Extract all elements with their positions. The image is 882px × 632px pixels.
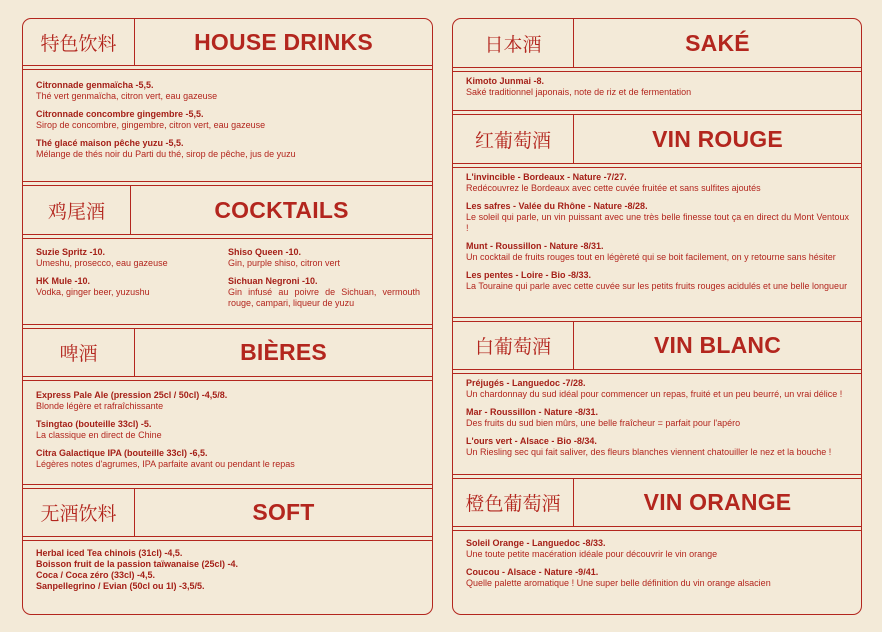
section-header <box>23 186 432 234</box>
item-name: Coucou - Alsace - Nature -9/41. <box>466 567 599 577</box>
menu-item <box>466 538 849 560</box>
item-description: Mélange de thés noir du Parti du thé, sirop de pêche, jus de yuzu <box>36 149 296 159</box>
section-cocktails <box>23 186 432 329</box>
item-name: Préjugés - Languedoc -7/28. <box>466 378 586 388</box>
menu-item <box>36 138 420 160</box>
item-description: Gin, purple shiso, citron vert <box>228 258 341 268</box>
item-name: HK Mule -10. <box>36 276 91 286</box>
section-body <box>453 72 861 110</box>
item-description: Sirop de concombre, gingembre, citron vert, eau gazeuse <box>36 120 266 130</box>
item-description: La classique en direct de Chine <box>36 430 162 440</box>
section-chinese-title: 橙色葡萄酒 <box>453 479 574 526</box>
item-name: Les pentes - Loire - Bio -8/33. <box>466 270 592 280</box>
menu-item <box>228 276 420 309</box>
menu-item <box>36 247 228 269</box>
section-soft <box>23 489 432 592</box>
item-description: Umeshu, prosecco, eau gazeuse <box>36 258 168 268</box>
section-orange-wine <box>453 479 861 589</box>
menu-item <box>466 407 849 429</box>
item-name: Shiso Queen -10. <box>228 247 302 257</box>
menu-item <box>36 570 420 581</box>
section-chinese-title: 特色饮料 <box>23 19 135 65</box>
section-header <box>453 322 861 369</box>
section-body <box>453 168 861 317</box>
item-name: Citronnade concombre gingembre -5,5. <box>36 109 204 119</box>
menu-item <box>466 172 849 194</box>
item-description: Légères notes d'agrumes, IPA parfaite avant ou pendant le repas <box>36 459 295 469</box>
section-chinese-title: 无酒饮料 <box>23 489 135 536</box>
menu-item <box>36 390 420 412</box>
section-body <box>23 70 432 181</box>
menu-item <box>466 201 849 234</box>
section-title: VIN ORANGE <box>643 489 792 515</box>
item-description: Saké traditionnel japonais, note de riz et de fermentation <box>466 87 692 97</box>
section-body <box>453 531 861 589</box>
section-header <box>453 115 861 163</box>
menu-item <box>466 378 849 400</box>
item-description: Un Riesling sec qui fait saliver, des fleurs blanches viennent chatouiller le nez et la bouche ! <box>466 447 832 457</box>
section-red-wine <box>453 115 861 322</box>
cocktails-column-right <box>228 247 420 324</box>
item-description: Des fruits du sud bien mûrs, une belle fraîcheur = parfait pour l'apéro <box>466 418 741 428</box>
menu-item <box>36 419 420 441</box>
menu-item <box>466 436 849 458</box>
item-name: Sanpellegrino / Evian (50cl ou 1l) -3,5/5. <box>36 581 205 591</box>
item-description: Vodka, ginger beer, yuzushu <box>36 287 150 297</box>
menu-item <box>466 567 849 589</box>
section-body <box>453 374 861 474</box>
section-title: COCKTAILS <box>214 196 349 223</box>
cocktails-column-left <box>36 247 228 324</box>
item-description: Une toute petite macération idéale pour découvrir le vin orange <box>466 549 718 559</box>
item-name: Citronnade genmaïcha -5,5. <box>36 80 154 90</box>
section-beers <box>23 329 432 489</box>
section-white-wine <box>453 322 861 479</box>
item-name: Suzie Spritz -10. <box>36 247 106 257</box>
item-name: L'ours vert - Alsace - Bio -8/34. <box>466 436 597 446</box>
item-description: Un cocktail de fruits rouges tout en légèreté qui se boit facilement, on y retourne sans hésiter <box>466 252 836 262</box>
item-name: Kimoto Junmai -8. <box>466 76 545 86</box>
menu-item <box>36 581 420 592</box>
menu-item <box>36 548 420 559</box>
section-title: BIÈRES <box>240 339 327 365</box>
section-title: VIN BLANC <box>653 332 782 358</box>
item-name: Soleil Orange - Languedoc -8/33. <box>466 538 606 548</box>
section-body <box>23 239 432 324</box>
item-name: L'invincible - Bordeaux - Nature -7/27. <box>466 172 627 182</box>
item-description: La Touraine qui parle avec cette cuvée sur les petits fruits rouges acidulés et une belle longueur <box>466 281 848 291</box>
left-menu-panel <box>22 18 433 615</box>
item-name: Coca / Coca zéro (33cl) -4,5. <box>36 570 156 580</box>
section-chinese-title: 啤酒 <box>23 329 135 376</box>
section-chinese-title: 日本酒 <box>453 19 574 67</box>
item-description: Un chardonnay du sud idéal pour commencer un repas, fruité et un peu beurré, un vrai délice ! <box>466 389 843 399</box>
section-header <box>453 19 861 67</box>
item-description: Blonde légère et rafraîchissante <box>36 401 164 411</box>
item-name: Tsingtao (bouteille 33cl) -5. <box>36 419 152 429</box>
section-header <box>23 19 432 65</box>
section-title: SOFT <box>252 499 315 525</box>
right-menu-panel <box>452 18 862 615</box>
item-description: Redécouvrez le Bordeaux avec cette cuvée fruitée et sans sulfites ajoutés <box>466 183 761 193</box>
item-name: Les safres - Valée du Rhône - Nature -8/28. <box>466 201 648 211</box>
section-body <box>23 381 432 484</box>
item-name: Sichuan Negroni -10. <box>228 276 318 286</box>
item-name: Thé glacé maison pêche yuzu -5,5. <box>36 138 184 148</box>
section-header <box>453 479 861 526</box>
menu-item <box>36 559 420 570</box>
section-title: SAKÉ <box>685 29 750 56</box>
section-title: VIN ROUGE <box>652 125 783 152</box>
item-name: Mar - Roussillon - Nature -8/31. <box>466 407 599 417</box>
section-body <box>23 541 432 592</box>
item-description: Le soleil qui parle, un vin puissant avec une très belle finesse tout ça en direct du Mont Ventoux ! <box>466 212 849 233</box>
menu-item <box>36 80 420 102</box>
section-house-drinks <box>23 19 432 186</box>
menu-item <box>36 276 228 298</box>
section-title: HOUSE DRINKS <box>194 28 373 55</box>
menu-item <box>36 109 420 131</box>
section-chinese-title: 白葡萄酒 <box>453 322 574 369</box>
section-sake <box>453 19 861 115</box>
item-name: Citra Galactique IPA (bouteille 33cl) -6,5. <box>36 448 208 458</box>
menu-item <box>466 270 849 292</box>
item-description: Thé vert genmaïcha, citron vert, eau gazeuse <box>36 91 218 101</box>
item-description: Gin infusé au poivre de Sichuan, vermouth rouge, campari, liqueur de yuzu <box>228 287 420 308</box>
item-name: Boisson fruit de la passion taïwanaise (25cl) -4. <box>36 559 239 569</box>
section-chinese-title: 红葡萄酒 <box>453 115 574 163</box>
item-name: Herbal iced Tea chinois (31cl) -4,5. <box>36 548 183 558</box>
item-name: Express Pale Ale (pression 25cl / 50cl) -4,5/8. <box>36 390 228 400</box>
menu-item <box>228 247 420 269</box>
section-header <box>23 329 432 376</box>
item-name: Munt - Roussillon - Nature -8/31. <box>466 241 604 251</box>
item-description: Quelle palette aromatique ! Une super belle définition du vin orange alsacien <box>466 578 771 588</box>
section-chinese-title: 鸡尾酒 <box>23 186 131 234</box>
menu-item <box>466 76 849 98</box>
menu-item <box>466 241 849 263</box>
menu-item <box>36 448 420 470</box>
section-header <box>23 489 432 536</box>
